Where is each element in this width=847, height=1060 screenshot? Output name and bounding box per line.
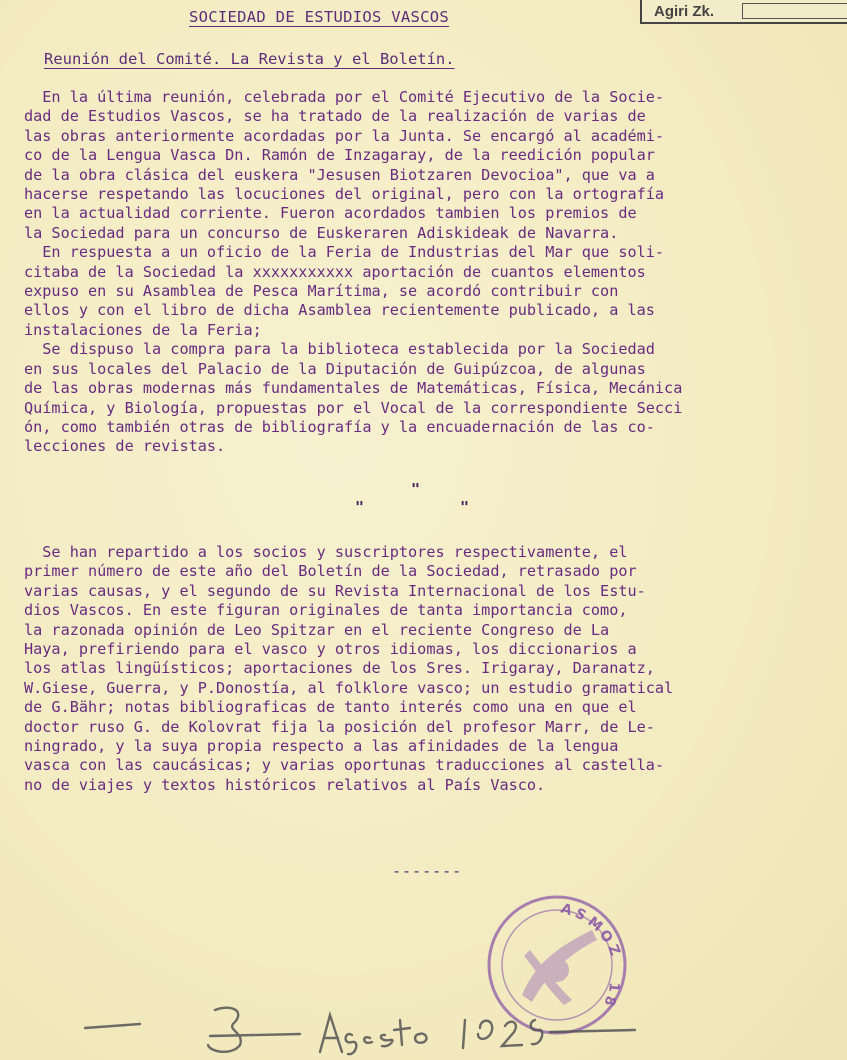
text-line: ón, como también otras de bibliografía y la encuadernación de las co-	[24, 417, 655, 436]
svg-text:A: A	[558, 900, 575, 920]
document-title: SOCIEDAD DE ESTUDIOS VASCOS	[189, 8, 450, 26]
text-line: de las obras modernas más fundamentales de Matemáticas, Física, Mecánica	[24, 379, 683, 398]
text-line: citaba de la Sociedad la xxxxxxxxxxx aportación de cuantos elementos	[24, 262, 646, 281]
text-line: En respuesta a un oficio de la Feria de Industrias del Mar que soli-	[24, 243, 665, 262]
text-line: dad de Estudios Vascos, se ha tratado de la realización de varias de	[24, 107, 646, 126]
text-line: dios Vascos. En este figuran originales de tanta importancia como,	[24, 601, 628, 620]
text-line: no de viajes y textos históricos relativos al País Vasco.	[24, 775, 546, 794]
text-line: las obras anteriormente acordadas por la Junta. Se encargó al académi-	[24, 126, 665, 145]
archive-stamp-label: Agiri Zk.	[654, 2, 715, 20]
text-line: expuso en su Asamblea de Pesca Marítima, se acordó contribuir con	[24, 282, 619, 301]
text-line: ningrado, y la suya propia respecto a las afinidades de la lengua	[24, 737, 619, 756]
text-line: varias causas, y el segundo de su Revista Internacional de los Estu-	[24, 581, 646, 600]
text-line: la razonada opinión de Leo Spitzar en el reciente Congreso de La	[24, 620, 610, 639]
svg-text:8: 8	[600, 993, 619, 1008]
text-line: la Sociedad para un concurso de Euskeraren Adiskideak de Navarra.	[24, 223, 619, 242]
svg-text:O: O	[595, 927, 616, 947]
text-line: Se dispuso la compra para la biblioteca establecida por la Sociedad	[24, 340, 655, 359]
text-line: instalaciones de la Feria;	[24, 320, 262, 339]
text-line: ellos y con el libro de dicha Asamblea recientemente publicado, a las	[24, 301, 655, 320]
text-line: W.Giese, Guerra, y P.Donostía, al folklore vasco; un estudio gramatical	[24, 678, 674, 697]
text-line: lecciones de revistas.	[24, 437, 226, 456]
text-line: en sus locales del Palacio de la Diputación de Guipúzcoa, de algunas	[24, 359, 646, 378]
text-line: de G.Bähr; notas bibliograficas de tanto interés como una en que el	[24, 698, 637, 717]
text-line: los atlas lingüísticos; aportaciones de los Sres. Irigaray, Daranatz,	[24, 659, 655, 678]
handwritten-date-signature	[80, 990, 640, 1060]
svg-text:M: M	[584, 913, 606, 936]
text-line: de la obra clásica del euskera "Jesusen Biotzaren Devocioa", que va a	[24, 165, 655, 184]
text-line: en la actualidad corriente. Fueron acordados tambien los premios de	[24, 204, 637, 223]
svg-text:S: S	[572, 905, 589, 925]
text-line: Haya, prefiriendo para el vasco y otros idiomas, los diccionarios a	[24, 640, 637, 659]
text-line: primer número de este año del Boletín de la Sociedad, retrasado por	[24, 562, 637, 581]
text-line: Química, y Biología, propuestas por el Vocal de la correspondiente Secci	[24, 398, 683, 417]
separator-mark: "	[411, 480, 421, 498]
closing-dashes: -------	[392, 862, 463, 880]
archive-stamp-field	[742, 3, 847, 19]
text-line: vasca con las caucásicas; y varias oportunas traducciones al castella-	[24, 756, 665, 775]
text-line: hacerse respetando las locuciones del original, pero con la ortografía	[24, 185, 665, 204]
svg-text:Z: Z	[604, 942, 623, 958]
text-line: co de la Lengua Vasca Dn. Ramón de Inzagaray, de la reedición popular	[24, 146, 655, 165]
svg-text:1: 1	[605, 981, 622, 993]
document-subtitle: Reunión del Comité. La Revista y el Boletín.	[44, 50, 455, 68]
paragraph-bulletin-review	[24, 543, 824, 795]
separator-mark: "	[460, 498, 470, 516]
text-line: En la última reunión, celebrada por el Comité Ejecutivo de la Socie-	[24, 88, 665, 106]
text-line: Se han repartido a los socios y suscriptores respectivamente, el	[24, 543, 628, 561]
paragraph-committee-meeting	[24, 88, 824, 457]
text-line: doctor ruso G. de Kolovrat fija la posición del profesor Marr, de Le-	[24, 717, 655, 736]
separator-mark: "	[355, 498, 365, 516]
archive-stamp-box	[640, 0, 847, 24]
